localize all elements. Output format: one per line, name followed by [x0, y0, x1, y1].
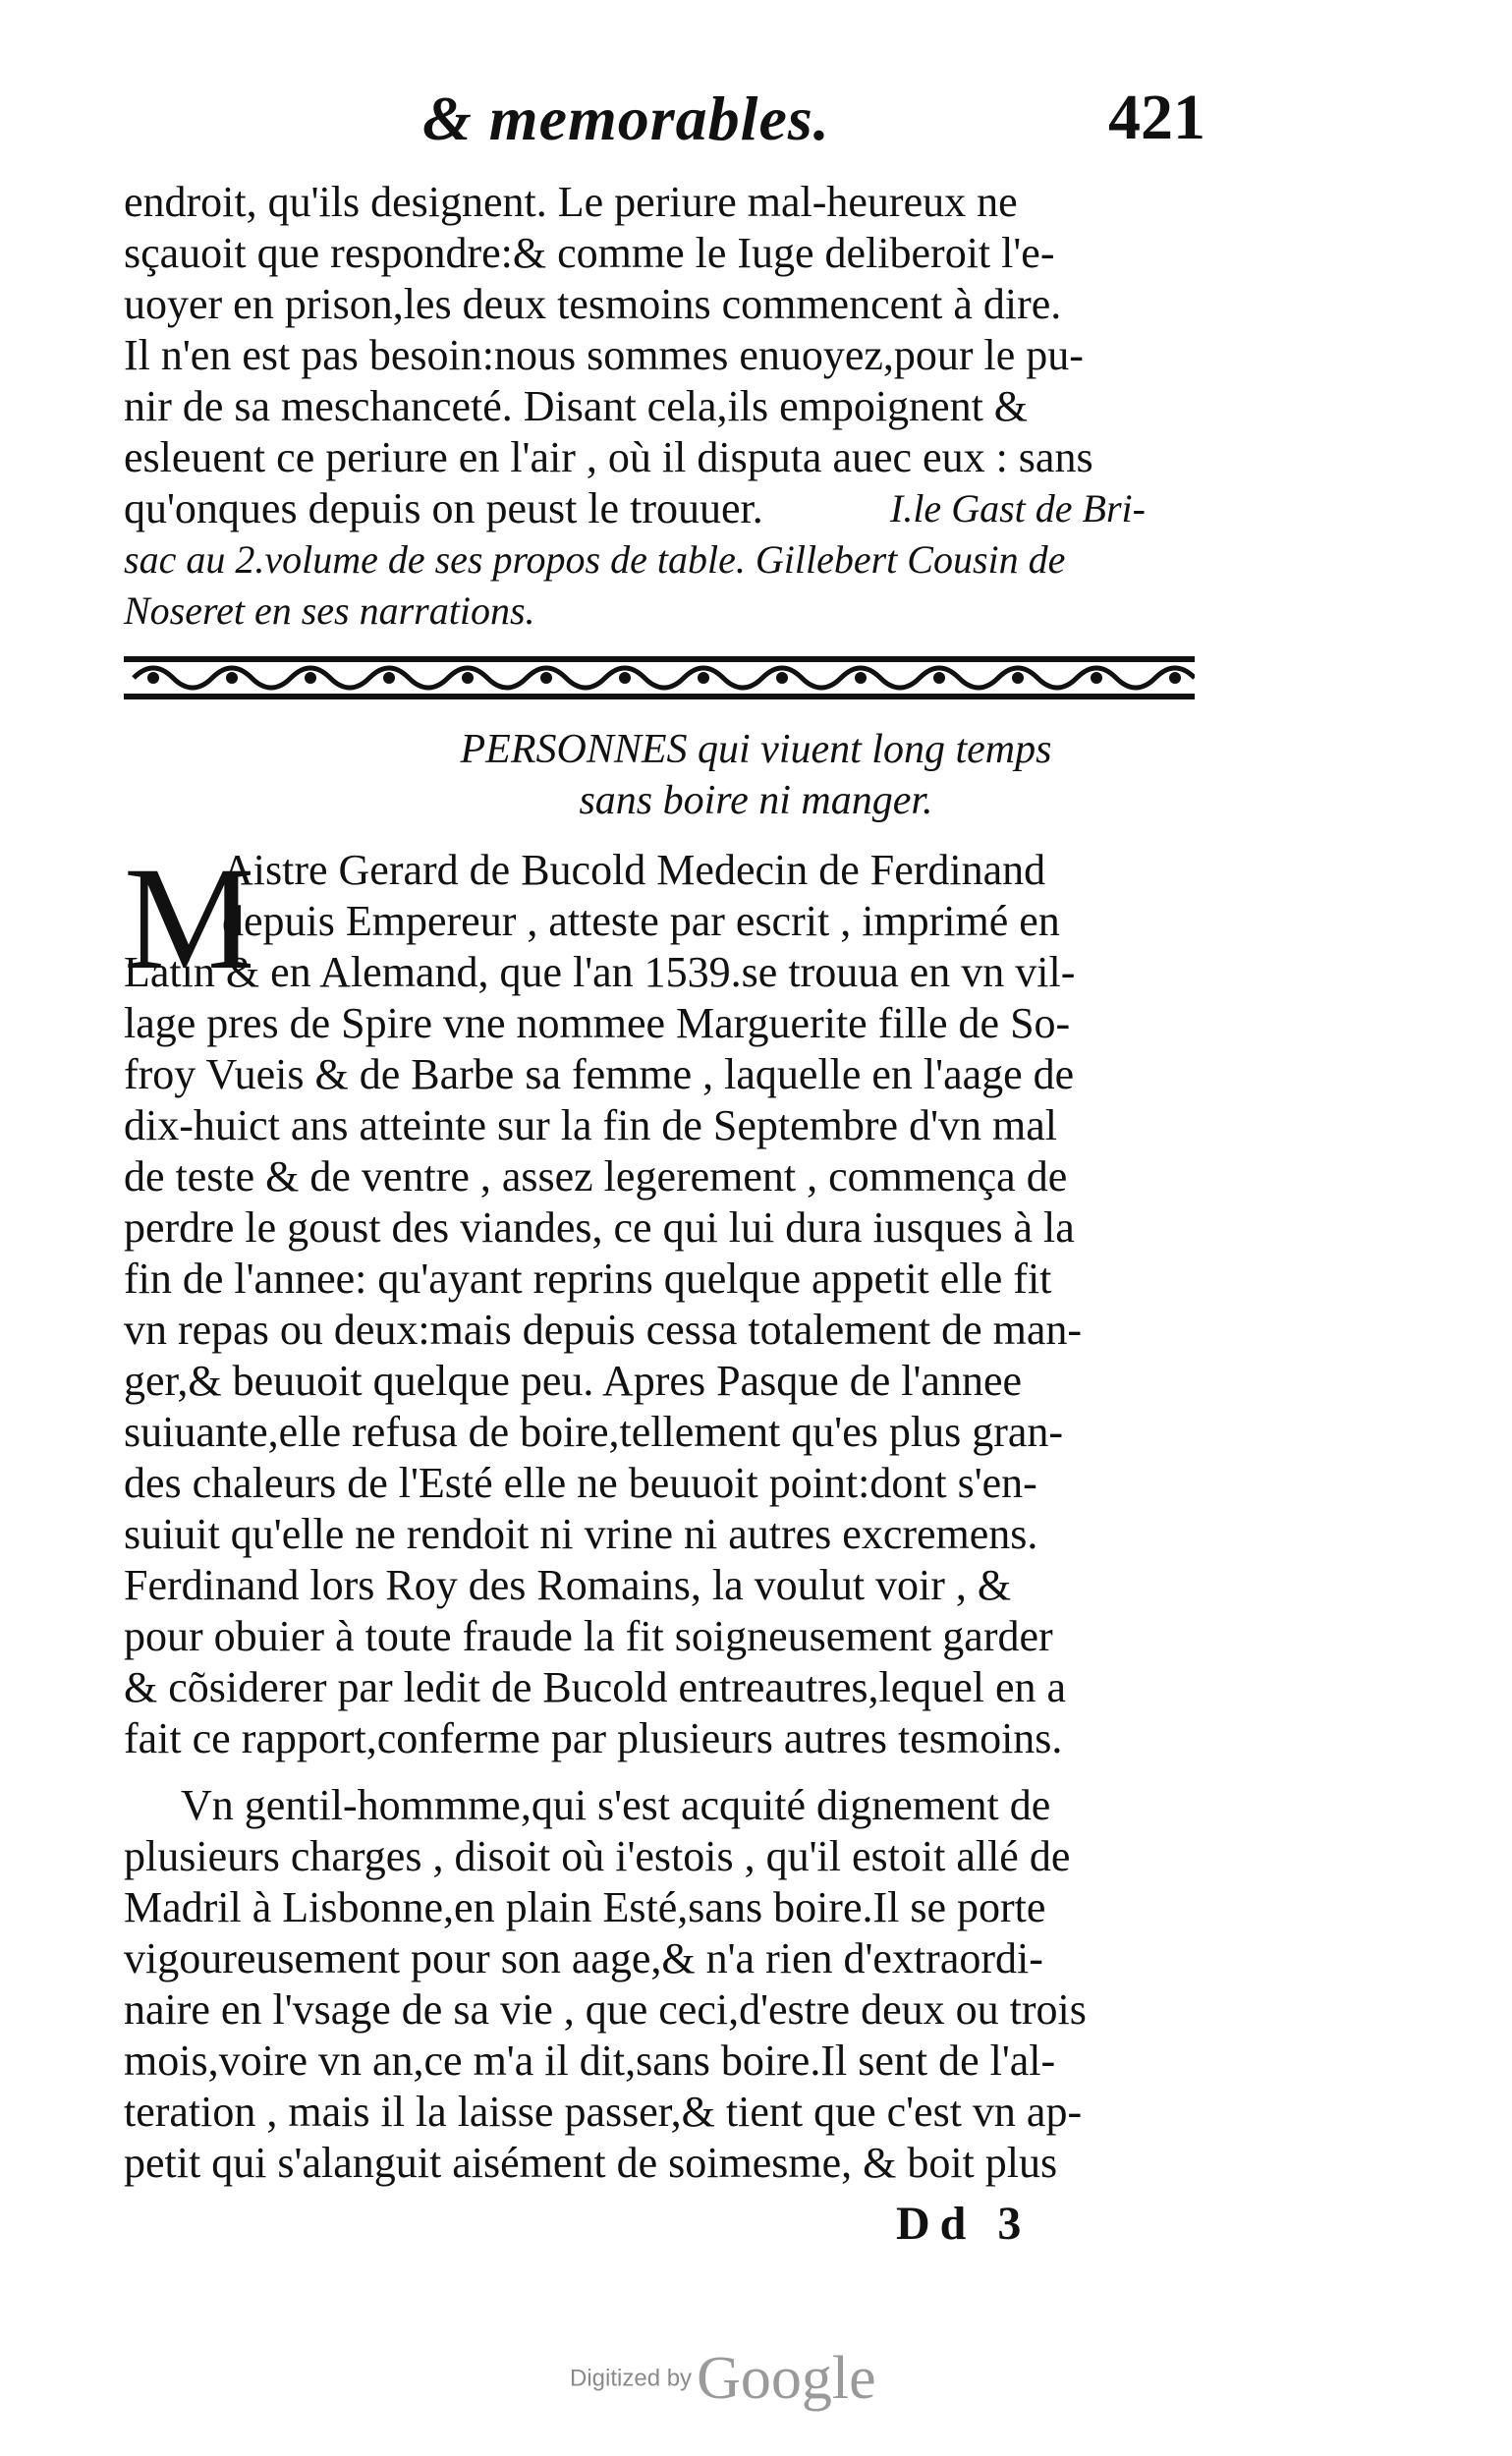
text-line: pour obuier à toute fraude la fit soigneusement garder [124, 1612, 1053, 1660]
text-line: endroit, qu'ils designent. Le periure mal-heureux ne [124, 178, 1018, 226]
text-line: vigoureusement pour son aage,& n'a rien d'extraordi- [124, 1934, 1043, 1982]
signature-mark: Dd 3 [896, 2198, 1032, 2250]
section-heading-continued: sans boire ni manger. [579, 778, 933, 823]
text-line: petit qui s'alanguit aisément de soimesme, & boit plus [124, 2139, 1058, 2187]
text-line: teration , mais il la laisse passer,& tient que c'est vn ap- [124, 2088, 1083, 2136]
text-line: Latin & en Alemand, que l'an 1539.se trouua en vn vil- [124, 948, 1076, 996]
digitized-watermark [570, 2344, 876, 2414]
text-line: Ferdinand lors Roy des Romains, la voulut voir , & [124, 1561, 1012, 1609]
text-line: Madril à Lisbonne,en plain Esté,sans boire.Il se porte [124, 1883, 1046, 1931]
text-line: naire en l'vsage de sa vie , que ceci,d'estre deux ou trois [124, 1985, 1087, 2034]
citation-line: sac au 2.volume de ses propos de table. Gillebert Cousin de [124, 537, 1066, 582]
digitized-label: Digitized by [570, 2365, 693, 2392]
google-wordmark: Google [697, 2345, 876, 2412]
text-line: lage pres de Spire vne nommee Marguerite fille de So- [124, 999, 1071, 1047]
text-line: esleuent ce periure en l'air , où il disputa auec eux : sans [124, 433, 1093, 481]
text-line: suiuit qu'elle ne rendoit ni vrine ni autres excremens. [124, 1510, 1038, 1558]
text-line: froy Vueis & de Barbe sa femme , laquelle en l'aage de [124, 1050, 1075, 1098]
text-line: fin de l'annee: qu'ayant reprins quelque appetit elle fit [124, 1255, 1052, 1303]
citation-line: Noseret en ses narrations. [124, 588, 535, 633]
text-line: & cõsiderer par ledit de Bucold entreautres,lequel en a [124, 1663, 1067, 1711]
text-line: qu'onques depuis on peust le trouuer. [124, 484, 763, 532]
page-number: 421 [1108, 82, 1205, 153]
text-line: Vn gentil-hommme,qui s'est acquité dignement de [181, 1781, 1051, 1829]
text-line: dix-huict ans atteinte sur la fin de Septembre d'vn mal [124, 1101, 1057, 1149]
running-title: & memorables. [422, 84, 830, 153]
text-line: perdre le goust des viandes, ce qui lui dura iusques à la [124, 1203, 1075, 1252]
text-line: depuis Empereur , atteste par escrit , imprimé en [222, 897, 1060, 945]
text-line: mois,voire vn an,ce m'a il dit,sans boire.Il sent de l'al- [124, 2037, 1056, 2085]
text-line: vn repas ou deux:mais depuis cessa totalement de man- [124, 1306, 1083, 1354]
text-line: suiuante,elle refusa de boire,tellement qu'es plus gran- [124, 1408, 1064, 1456]
text-line: de teste & de ventre , assez legerement , commença de [124, 1152, 1068, 1200]
text-line: sçauoit que respondre:& comme le Iuge deliberoit l'e- [124, 229, 1055, 277]
text-line: plusieurs charges , disoit où i'estois , qu'il estoit allé de [124, 1832, 1071, 1880]
text-line: ger,& beuuoit quelque peu. Apres Pasque de l'annee [124, 1357, 1023, 1405]
text-line: Il n'en est pas besoin:nous sommes enuoyez,pour le pu- [124, 331, 1084, 379]
text-line: uoyer en prison,les deux tesmoins commencent à dire. [124, 280, 1062, 328]
text-line: nir de sa meschanceté. Disant cela,ils empoignent & [124, 382, 1029, 430]
text-line: Aistre Gerard de Bucold Medecin de Ferdinand [222, 846, 1046, 894]
text-line: des chaleurs de l'Esté elle ne beuuoit point:dont s'en- [124, 1459, 1037, 1507]
text-line: fait ce rapport,conferme par plusieurs autres tesmoins. [124, 1714, 1063, 1762]
ornament-band [124, 648, 1195, 707]
section-heading: PERSONNES qui viuent long temps [460, 727, 1052, 772]
citation-line: I.le Gast de Bri- [890, 486, 1146, 530]
drop-capital: M [124, 837, 255, 1000]
